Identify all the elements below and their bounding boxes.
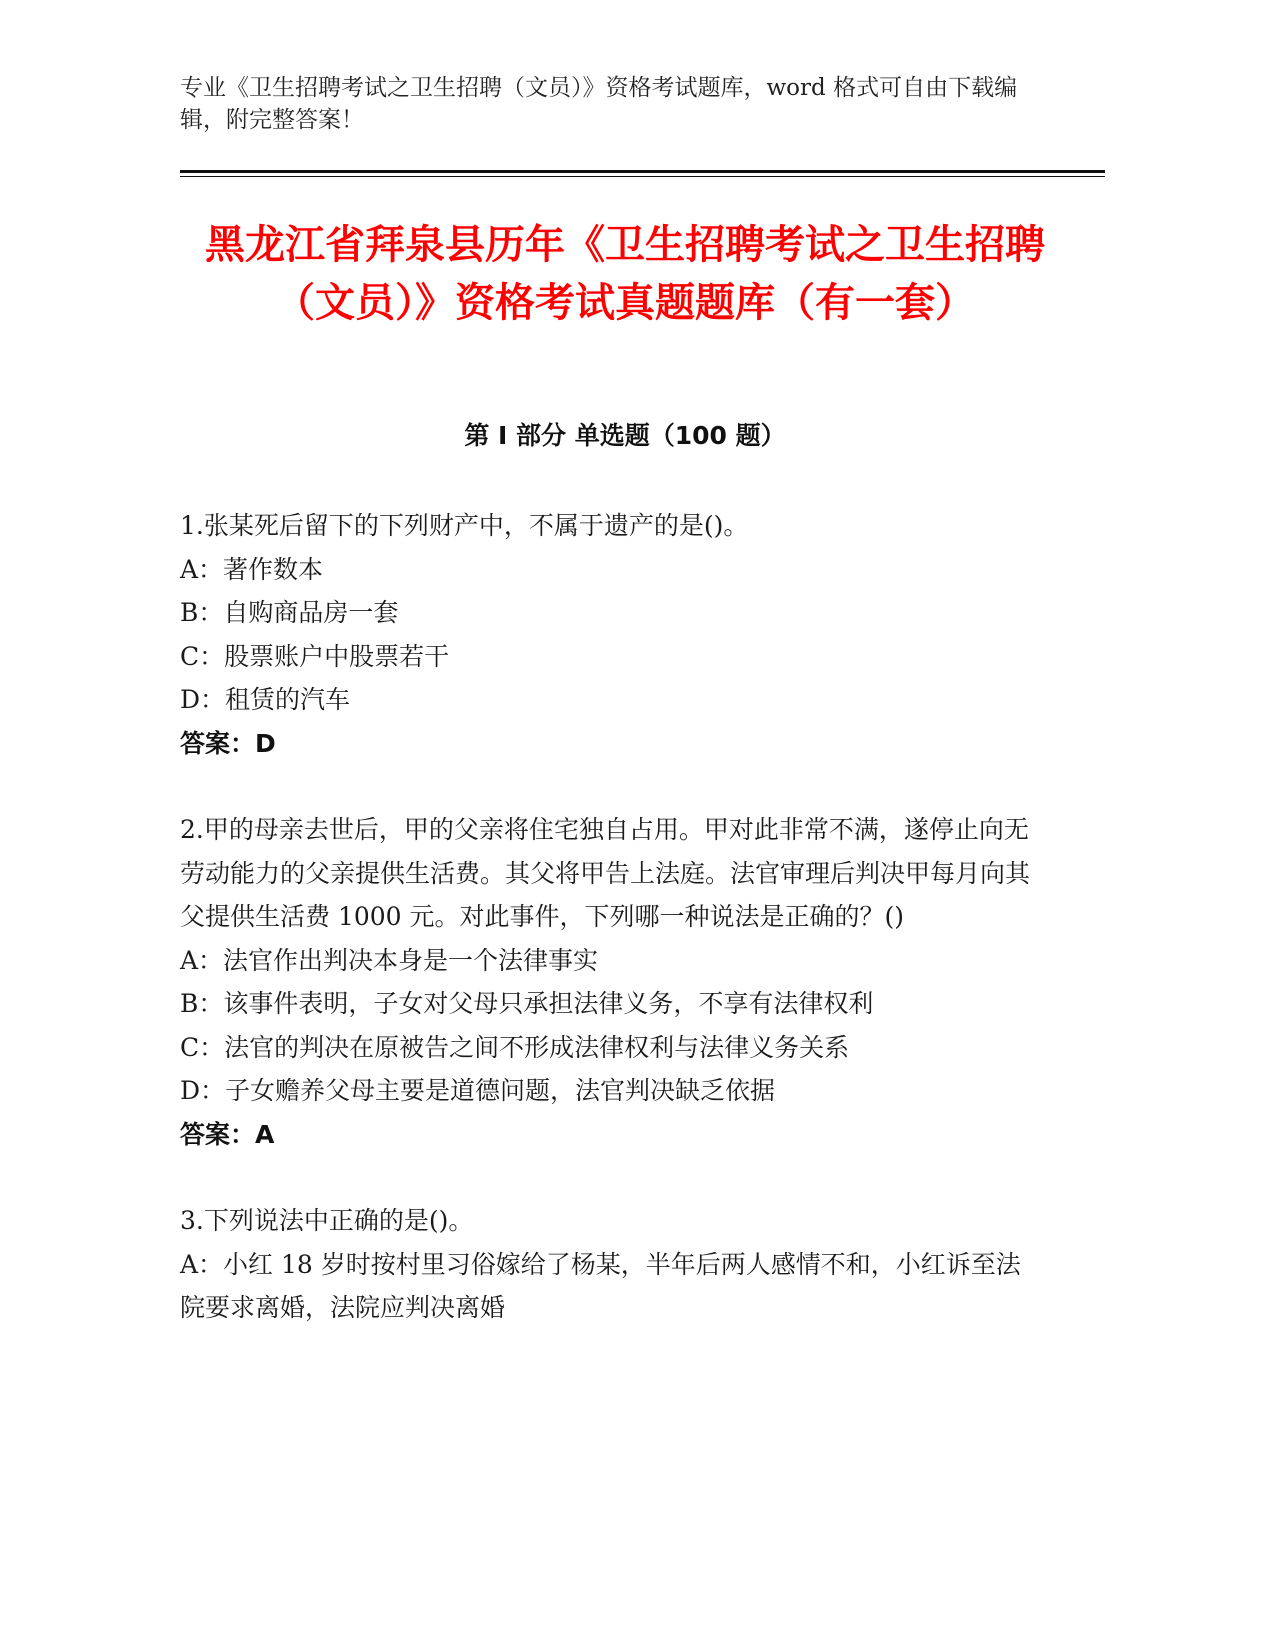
option-a: A：小红 18 岁时按村里习俗嫁给了杨某，半年后两人感情不和，小红诉至法院要求离婚，法院应判决离婚: [180, 1249, 1021, 1322]
answer-line: 答案：A: [180, 1119, 275, 1149]
question-2: [180, 808, 1040, 1156]
option-c: C：股票账户中股票若干: [180, 641, 450, 671]
option-b: B：该事件表明，子女对父母只承担法律义务，不享有法律权利: [180, 989, 874, 1018]
option-a: A：著作数本: [180, 554, 324, 584]
document-title: 黑龙江省拜泉县历年《卫生招聘考试之卫生招聘（文员）》资格考试真题题库（有一套）: [205, 222, 1045, 326]
section-heading: 第 I 部分 单选题（100 题）: [464, 421, 786, 450]
question-3: [180, 1199, 1040, 1330]
option-c: C：法官的判决在原被告之间不形成法律权利与法律义务关系: [180, 1032, 850, 1062]
question-1: [180, 504, 1040, 765]
option-a: A：法官作出判决本身是一个法律事实: [180, 945, 599, 975]
answer-line: 答案：D: [180, 728, 276, 758]
question-stem: 2.甲的母亲去世后，甲的父亲将住宅独自占用。甲对此非常不满，遂停止向无劳动能力的父亲提供生活费。其父将甲告上法庭。法官审理后判决甲每月向其父提供生活费 1000 元。对此事件，下列哪一种说法是正确的？(): [180, 815, 1031, 931]
header-note: 专业《卫生招聘考试之卫生招聘（文员）》资格考试题库，word 格式可自由下载编辑，附完整答案！: [180, 75, 1018, 133]
option-d: D：租赁的汽车: [180, 685, 351, 714]
option-b: B：自购商品房一套: [180, 598, 399, 627]
option-d: D：子女赡养父母主要是道德问题，法官判决缺乏依据: [180, 1076, 776, 1105]
question-stem: 3.下列说法中正确的是()。: [180, 1206, 474, 1235]
header-divider-thin: [180, 176, 1105, 177]
header-divider-thick: [180, 170, 1105, 173]
question-stem: 1.张某死后留下的下列财产中，不属于遗产的是()。: [180, 511, 749, 540]
question-list: [180, 504, 1040, 1373]
